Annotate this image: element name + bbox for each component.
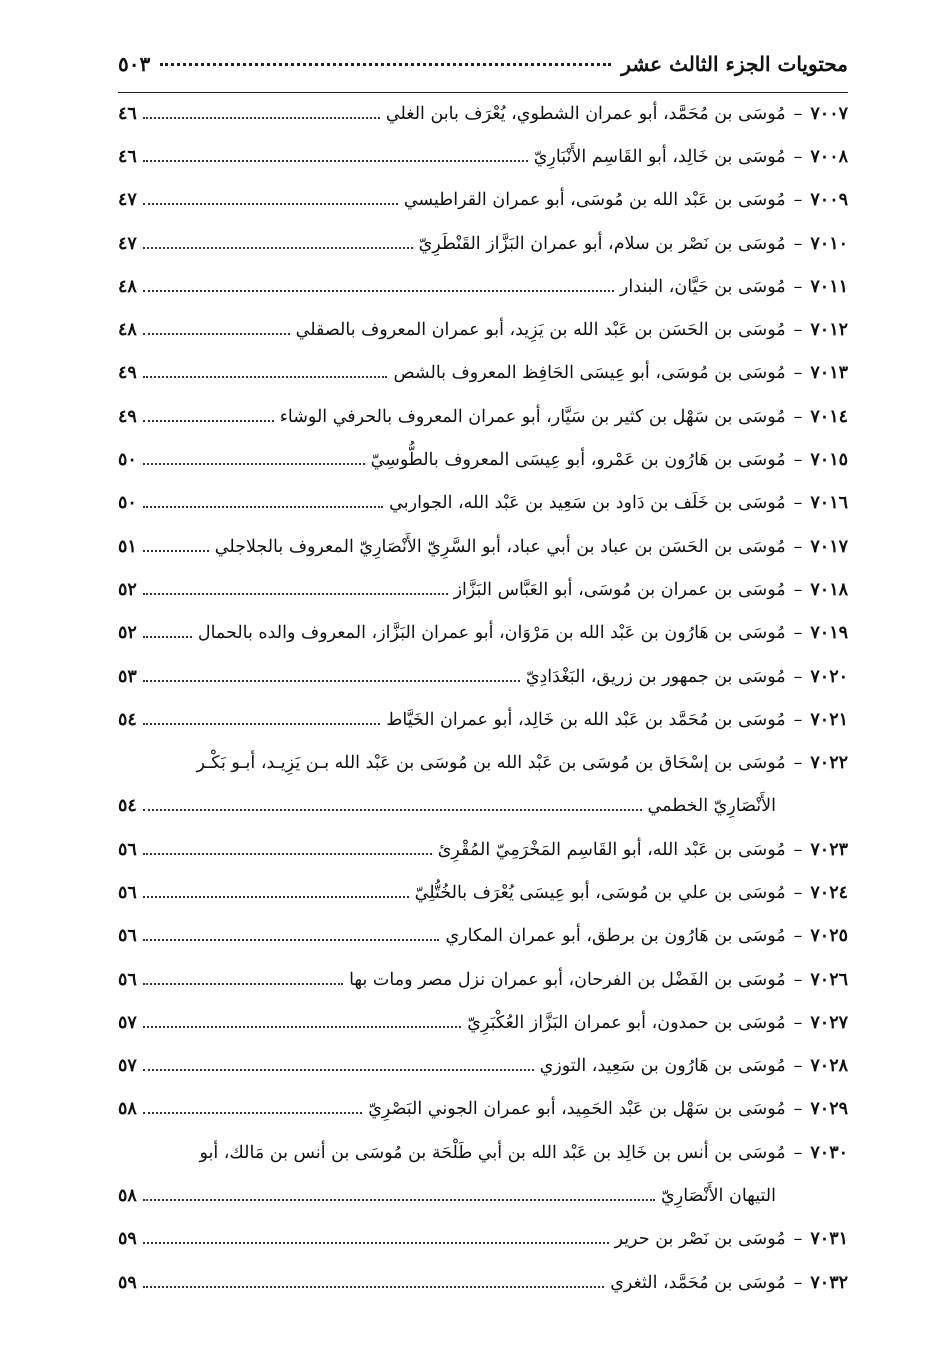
leader-dots: [143, 1026, 461, 1028]
entry-page: ٤٧: [118, 190, 137, 211]
leader-dots: [143, 896, 409, 898]
entry-dash: –: [793, 363, 803, 384]
entry-number: ٧٠٠٧: [810, 103, 848, 124]
toc-entry: [118, 222, 848, 265]
entry-page: ٤٩: [118, 406, 137, 427]
entry-number: ٧٠٢٩: [810, 1099, 848, 1120]
entry-page: ٥٦: [118, 926, 137, 947]
entry-number: ٧٠١٦: [810, 493, 848, 514]
toc-entry: [118, 1045, 848, 1088]
entry-page: ٥٦: [118, 969, 137, 990]
toc-entry: [118, 1131, 848, 1218]
entry-page: ٥٨: [118, 1186, 137, 1207]
entry-dash: –: [793, 406, 803, 427]
entry-text-continued: الأَنْصَارِيّ الخطمي: [647, 796, 776, 817]
entry-dash: –: [793, 882, 803, 903]
entry-dash: –: [793, 450, 803, 471]
entry-number: ٧٠٢٥: [810, 926, 848, 947]
toc-entry: [118, 612, 848, 655]
leader-dots: [143, 723, 380, 725]
entry-number: ٧٠٢٢: [810, 753, 848, 774]
leader-dots: [143, 853, 432, 855]
entry-number: ٧٠٠٩: [810, 190, 848, 211]
entry-page: ٤٨: [118, 276, 137, 297]
entry-page: ٥٢: [118, 623, 137, 644]
entry-dash: –: [793, 146, 803, 167]
leader-dots: [143, 420, 274, 422]
entry-text: مُوسَى بن الحَسَن بن عباد بن أبي عباد، أبو السَّرِيّ الأَنْصَارِيّ المعروف بالجلاجلي: [214, 536, 786, 557]
entry-dash: –: [793, 190, 803, 211]
entry-text: مُوسَى بن مُحَمَّد بن عَبْد الله بن خَالِد، أبو عمران الخَيَّاط: [386, 709, 786, 730]
entry-text: مُوسَى بن هَارُون بن عَبْد الله بن مَرْوَان، أبو عمران البَزَّاز، المعروف والده بالحمال: [197, 623, 786, 644]
entry-dash: –: [793, 666, 803, 687]
entry-dash: –: [793, 536, 803, 557]
toc-entry: [118, 828, 848, 871]
toc-entry: [118, 1261, 848, 1304]
leader-dots: [143, 376, 388, 378]
entry-page: ٤٩: [118, 363, 137, 384]
entry-dash: –: [793, 753, 803, 774]
entry-page: ٥٠: [118, 493, 137, 514]
entry-number: ٧٠١٧: [810, 536, 848, 557]
entry-text: مُوسَى بن أنس بن خَالِد بن عَبْد الله بن أبي طَلْحَة بن مُوسَى بن أنس بن مَالك، أبو: [199, 1142, 786, 1163]
leader-dots: [143, 809, 642, 811]
entry-page: ٥٢: [118, 579, 137, 600]
entry-text: مُوسَى بن إسْحَاق بن مُوسَى بن عَبْد الله بن مُوسَى بن عَبْد الله بـن يَزِيـد، أبـو بَكْـر: [196, 753, 786, 774]
leader-dots: [143, 1069, 534, 1071]
page-number: ٥٠٣: [118, 52, 151, 76]
entry-text: مُوسَى بن مُوسَى، أبو عِيسَى الحَافِظ المعروف بالشص: [393, 363, 786, 384]
entry-page: ٥٦: [118, 839, 137, 860]
entry-dash: –: [793, 1142, 803, 1163]
entry-text: مُوسَى بن حمدون، أبو عمران البَزَّاز العُكْبَرِيّ: [467, 1012, 786, 1033]
entry-text: مُوسَى بن الحَسَن بن عَبْد الله بن يَزِيد، أبو عمران المعروف بالصقلي: [295, 320, 786, 341]
entry-text: مُوسَى بن علي بن مُوسَى، أبو عِيسَى يُعْرَف بالخُتُّلِيّ: [414, 882, 786, 903]
entry-dash: –: [793, 623, 803, 644]
entry-text: مُوسَى بن خَلَف بن دَاود بن سَعِيد بن عَبْد الله، الجواربي: [389, 493, 786, 514]
entry-text: مُوسَى بن الفَضْل بن الفرحان، أبو عمران نزل مصر ومات بها: [349, 969, 786, 990]
entry-number: ٧٠٣٢: [810, 1272, 848, 1293]
toc-entry: [118, 92, 848, 135]
entry-dash: –: [793, 1229, 803, 1250]
entry-page: ٥٩: [118, 1229, 137, 1250]
entry-page: ٤٦: [118, 103, 137, 124]
entry-dash: –: [793, 1012, 803, 1033]
page-title: محتويات الجزء الثالث عشر: [621, 52, 848, 76]
toc-entry: [118, 395, 848, 438]
toc-entry: [118, 1001, 848, 1044]
entry-text: مُوسَى بن عَبْد الله بن مُوسَى، أبو عمران القراطيسي: [403, 190, 786, 211]
entry-number: ٧٠٢٨: [810, 1056, 848, 1077]
toc-entry: [118, 741, 848, 828]
entry-page: ٥٤: [118, 709, 137, 730]
leader-dots: [143, 1286, 604, 1288]
entry-page: ٥٨: [118, 1099, 137, 1120]
entry-text: مُوسَى بن جمهور بن زريق، البَغْدَادِيّ: [525, 666, 786, 687]
page-header: [118, 52, 848, 92]
entry-text: مُوسَى بن هَارُون بن عَمْرو، أبو عِيسَى المعروف بالطُّوسِيّ: [370, 450, 786, 471]
toc-entry: [118, 1088, 848, 1131]
leader-dots: [143, 463, 365, 465]
entry-page: ٤٧: [118, 233, 137, 254]
entry-dash: –: [793, 276, 803, 297]
entry-number: ٧٠٣٠: [810, 1142, 848, 1163]
entry-text: مُوسَى بن عَبْد الله، أبو القَاسِم المَخْرَمِيّ المُقْرِئ: [437, 839, 786, 860]
toc-entry: [118, 308, 848, 351]
leader-dots: [143, 939, 440, 941]
entry-number: ٧٠٢٧: [810, 1012, 848, 1033]
toc-list: [118, 92, 848, 1304]
entry-text: مُوسَى بن هَارُون بن سَعِيد، التوزي: [539, 1056, 786, 1077]
entry-dash: –: [793, 233, 803, 254]
leader-dots: [143, 636, 192, 638]
entry-text: مُوسَى بن خَالِد، أبو القَاسِم الأَنْبَارِيّ: [533, 146, 786, 167]
entry-dash: –: [793, 103, 803, 124]
leader-dots: [143, 1242, 609, 1244]
toc-entry: [118, 438, 848, 481]
entry-page: ٥٧: [118, 1012, 137, 1033]
toc-entry: [118, 135, 848, 178]
entry-number: ٧٠١٤: [810, 406, 848, 427]
entry-number: ٧٠١٣: [810, 363, 848, 384]
entry-number: ٧٠٢٣: [810, 839, 848, 860]
entry-dash: –: [793, 1099, 803, 1120]
entry-text-continued: التيهان الأَنْصَارِيّ: [661, 1186, 776, 1207]
entry-dash: –: [793, 579, 803, 600]
toc-entry: [118, 352, 848, 395]
leader-dots: [143, 247, 413, 249]
entry-text: مُوسَى بن سَهْل بن عَبْد الحَمِيد، أبو عمران الجوني البَصْرِيّ: [368, 1099, 786, 1120]
entry-text: مُوسَى بن نَصْر بن سلام، أبو عمران البَزَّاز القَنْطَرِيّ: [418, 233, 786, 254]
entry-page: ٤٦: [118, 146, 137, 167]
entry-page: ٤٨: [118, 320, 137, 341]
leader-dots: [160, 63, 611, 66]
entry-dash: –: [793, 493, 803, 514]
toc-entry: [118, 1218, 848, 1261]
leader-dots: [143, 506, 383, 508]
leader-dots: [143, 1199, 655, 1201]
entry-text: مُوسَى بن عمران بن مُوسَى، أبو العَبَّاس البَزَّاز: [453, 579, 786, 600]
entry-dash: –: [793, 1056, 803, 1077]
toc-entry: [118, 915, 848, 958]
toc-entry: [118, 265, 848, 308]
entry-page: ٥٩: [118, 1272, 137, 1293]
entry-dash: –: [793, 969, 803, 990]
leader-dots: [143, 333, 290, 335]
entry-dash: –: [793, 709, 803, 730]
entry-dash: –: [793, 1272, 803, 1293]
entry-text: مُوسَى بن مُحَمَّد، أبو عمران الشطوي، يُعْرَف بابن الغلي: [385, 103, 786, 124]
entry-number: ٧٠١٢: [810, 320, 848, 341]
leader-dots: [143, 593, 448, 595]
leader-dots: [143, 160, 528, 162]
leader-dots: [143, 1112, 362, 1114]
leader-dots: [143, 680, 520, 682]
entry-text: مُوسَى بن سَهْل بن كثير بن سَيَّار، أبو عمران المعروف بالحرفي الوشاء: [279, 406, 786, 427]
toc-entry: [118, 698, 848, 741]
entry-text: مُوسَى بن هَارُون بن برطق، أبو عمران المكاري: [445, 926, 786, 947]
leader-dots: [143, 550, 209, 552]
entry-number: ٧٠٢٠: [810, 666, 848, 687]
entry-number: ٧٠٢١: [810, 709, 848, 730]
entry-number: ٧٠١١: [810, 276, 848, 297]
entry-page: ٥٠: [118, 450, 137, 471]
entry-number: ٧٠١٥: [810, 450, 848, 471]
toc-entry: [118, 568, 848, 611]
leader-dots: [143, 290, 614, 292]
entry-number: ٧٠٣١: [810, 1229, 848, 1250]
toc-entry: [118, 482, 848, 525]
toc-entry: [118, 525, 848, 568]
entry-number: ٧٠٠٨: [810, 146, 848, 167]
toc-entry: [118, 655, 848, 698]
entry-number: ٧٠٢٦: [810, 969, 848, 990]
entry-page: ٥٦: [118, 882, 137, 903]
entry-dash: –: [793, 320, 803, 341]
entry-page: ٥٣: [118, 666, 137, 687]
entry-page: ٥٧: [118, 1056, 137, 1077]
entry-number: ٧٠١٨: [810, 579, 848, 600]
entry-dash: –: [793, 926, 803, 947]
toc-entry: [118, 179, 848, 222]
leader-dots: [143, 203, 398, 205]
toc-entry: [118, 871, 848, 914]
entry-number: ٧٠١٩: [810, 623, 848, 644]
entry-dash: –: [793, 839, 803, 860]
leader-dots: [143, 983, 343, 985]
toc-entry: [118, 958, 848, 1001]
entry-text: مُوسَى بن نَصْر بن حرير: [614, 1229, 786, 1250]
entry-page: ٥١: [118, 536, 137, 557]
entry-number: ٧٠١٠: [810, 233, 848, 254]
entry-number: ٧٠٢٤: [810, 882, 848, 903]
leader-dots: [143, 117, 380, 119]
entry-text: مُوسَى بن حَيَّان، البندار: [619, 276, 786, 297]
entry-page: ٥٤: [118, 796, 137, 817]
entry-text: مُوسَى بن مُحَمَّد، الثغري: [610, 1272, 786, 1293]
